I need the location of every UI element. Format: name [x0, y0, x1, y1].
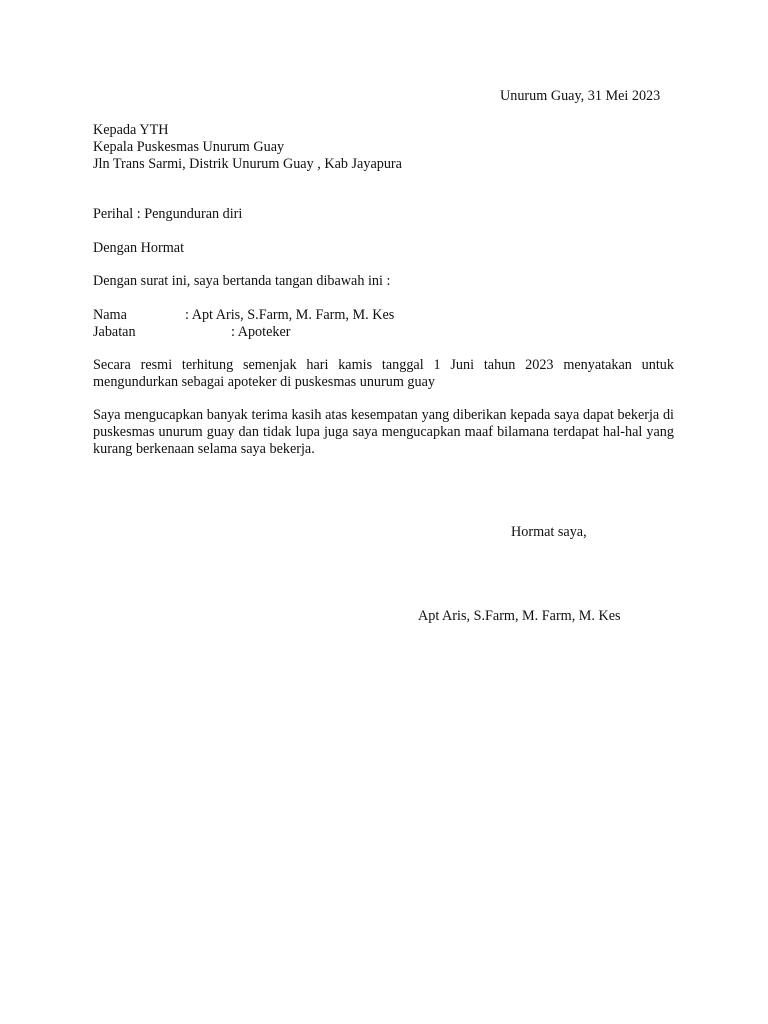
closing: Hormat saya,	[511, 524, 587, 540]
paragraph-thanks: Saya mengucapkan banyak terima kasih atas kesempatan yang diberikan kepada saya dapat bekerja di puskesmas unurum guay dan tidak lupa juga saya mengucapkan maaf bilamana terdapat hal-hal yang kurang berkenaan selama saya bekerja.	[93, 407, 674, 457]
name-value: : Apt Aris, S.Farm, M. Farm, M. Kes	[185, 307, 395, 323]
recipient-block	[93, 122, 402, 173]
greeting: Dengan Hormat	[93, 240, 185, 256]
name-label: Nama	[93, 307, 127, 323]
position-value: : Apoteker	[231, 324, 291, 340]
recipient-line-2: Kepala Puskesmas Unurum Guay	[93, 139, 285, 155]
recipient-line-3: Jln Trans Sarmi, Distrik Unurum Guay , Kab Jayapura	[93, 156, 402, 172]
paragraph-resignation: Secara resmi terhitung semenjak hari kamis tanggal 1 Juni tahun 2023 menyatakan untuk mengundurkan sebagai apoteker di puskesmas unurum guay	[93, 357, 674, 390]
signature-name: Apt Aris, S.Farm, M. Farm, M. Kes	[418, 608, 621, 624]
subject-line: Perihal : Pengunduran diri	[93, 206, 243, 222]
intro-line: Dengan surat ini, saya bertanda tangan dibawah ini :	[93, 273, 391, 289]
place-date: Unurum Guay, 31 Mei 2023	[500, 88, 661, 104]
position-label: Jabatan	[93, 324, 136, 340]
recipient-line-1: Kepada YTH	[93, 122, 169, 138]
